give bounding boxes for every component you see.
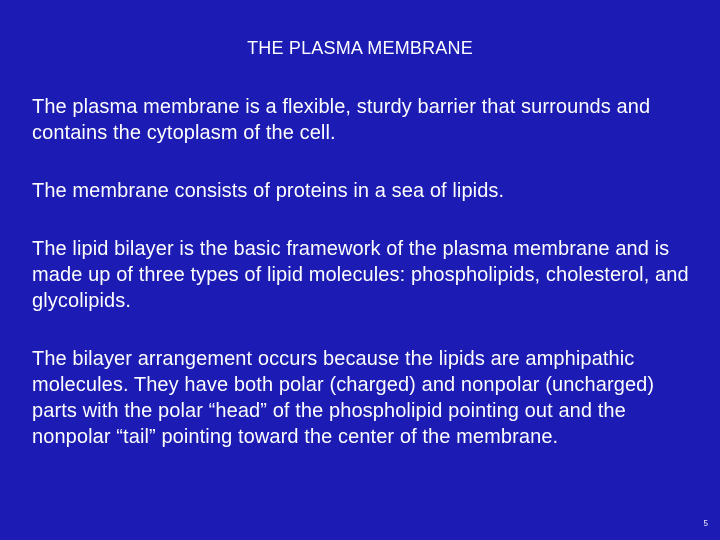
- slide-title: THE PLASMA MEMBRANE: [247, 38, 473, 58]
- paragraph-composition: The membrane consists of proteins in a sea of lipids.: [32, 180, 505, 202]
- page-number: 5: [703, 519, 708, 528]
- paragraph-definition: The plasma membrane is a flexible, sturdy barrier that surrounds and contains the cytoplasm of the cell.: [32, 96, 651, 144]
- paragraph-amphipathic: The bilayer arrangement occurs because the lipids are amphipathic molecules. They have both polar (charged) and nonpolar (uncharged) parts with the polar “head” of the phospholipid pointing out and the nonpolar “tail” pointing toward the center of the membrane.: [32, 348, 655, 448]
- slide-body: [32, 94, 692, 482]
- paragraph-lipid-bilayer: The lipid bilayer is the basic framework of the plasma membrane and is made up of three types of lipid molecules: phospholipids, cholesterol, and glycolipids.: [32, 238, 689, 312]
